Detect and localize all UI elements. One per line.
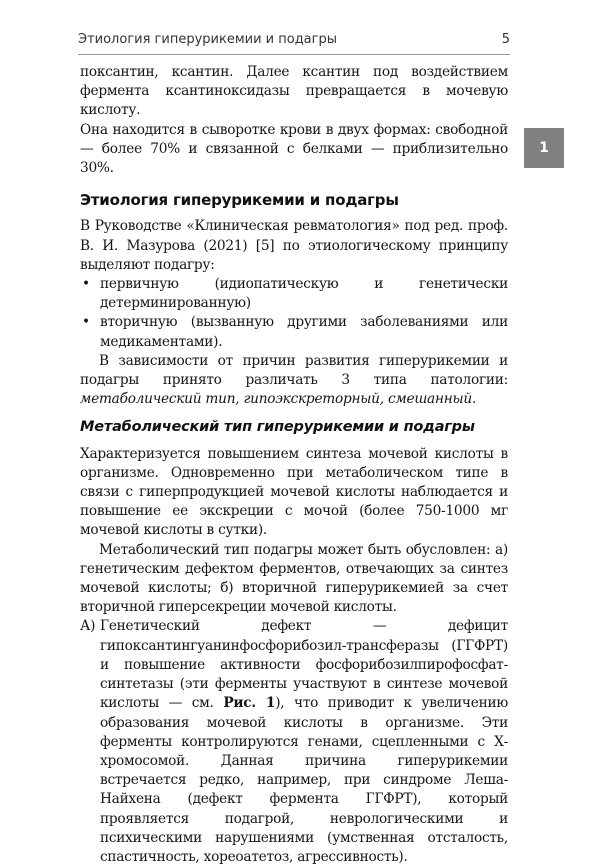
list-marker: А) bbox=[80, 618, 96, 635]
section-paragraph-1: В Руководстве «Клиническая ревматология» под ред. проф. В. И. Мазурова (2021) [5] по этиологическому принципу выделяют подагру: bbox=[80, 218, 508, 273]
header-rule bbox=[78, 54, 510, 55]
running-title: Этиология гиперурикемии и подагры bbox=[78, 32, 337, 47]
page-number: 5 bbox=[501, 32, 510, 47]
list-item-text: вторичную (вызванную другими заболеваниями или медикаментами). bbox=[100, 314, 508, 350]
intro-paragraph-1: поксантин, ксантин. Далее ксантин под воздействием фермента ксантиноксидазы превращается в мочевую кислоту. bbox=[80, 64, 508, 119]
list-item bbox=[80, 275, 508, 313]
paragraph-end: . bbox=[471, 391, 477, 408]
pathology-types: метаболический тип, гипоэкскреторный, смешанный bbox=[80, 391, 472, 408]
subsection-paragraph-2: Метаболический тип подагры может быть обусловлен: а) генетическим дефектом ферментов, отвечающих за синтез мочевой кислоты; б) вторичной гиперурикемией за счет вторичной гиперсекреции мочевой кислоты. bbox=[80, 541, 508, 616]
chapter-tab: 1 bbox=[524, 128, 564, 168]
bullet-icon: • bbox=[82, 276, 90, 293]
page-body bbox=[80, 63, 508, 867]
list-item bbox=[80, 313, 508, 351]
subsection-heading: Метаболический тип гиперурикемии и подагры bbox=[80, 419, 475, 436]
section-heading: Этиология гиперурикемии и подагры bbox=[80, 191, 399, 210]
list-item-text: первичную (идиопатическую и генетически детерминированную) bbox=[100, 276, 508, 312]
running-head bbox=[78, 30, 510, 54]
paragraph-text: В зависимости от причин развития гиперурикемии и подагры принято различать 3 типа патологии: bbox=[80, 352, 508, 389]
bullet-icon: • bbox=[82, 314, 90, 331]
list-item-a bbox=[80, 617, 508, 867]
type-list bbox=[80, 275, 508, 352]
section-paragraph-2 bbox=[80, 352, 508, 410]
subsection-paragraph-1: Характеризуется повышением синтеза мочевой кислоты в организме. Одновременно при метаболическом типе в связи с гиперпродукцией мочевой кислоты наблюдается и повышение ее экскреции с мочой (более 750-1000 мг мочевой кислоты в сутки). bbox=[80, 445, 508, 539]
item-text-after: ), что приводит к увеличению образования мочевой кислоты в организме. Эти ферменты контролируются генами, сцепленными с Х-хромосомой. Данная причина гиперурикемии встречается редко, например, при синдроме Леша-Найхена (дефект фермента ГГФРТ), который проявляется подагрой, неврологическими и психическими нарушениями (умственная отсталость, спастичность, хореоатетоз, агрессивность). bbox=[100, 695, 508, 865]
intro-paragraph-2: Она находится в сыворотке крови в двух формах: свободной — более 70% и связанной с белками — приблизительно 30%. bbox=[80, 121, 508, 177]
cause-list bbox=[80, 617, 508, 867]
figure-reference: Рис. 1 bbox=[223, 695, 276, 712]
item-text-before: Генетический дефект — дефицит гипоксантингуанинфосфорибозил-трансферазы (ГГФРТ) и повышение активности фосфорибозилпирофосфат-синтетазы (эти ферменты участвуют в синтезе мочевой кислоты — см. bbox=[100, 618, 508, 712]
